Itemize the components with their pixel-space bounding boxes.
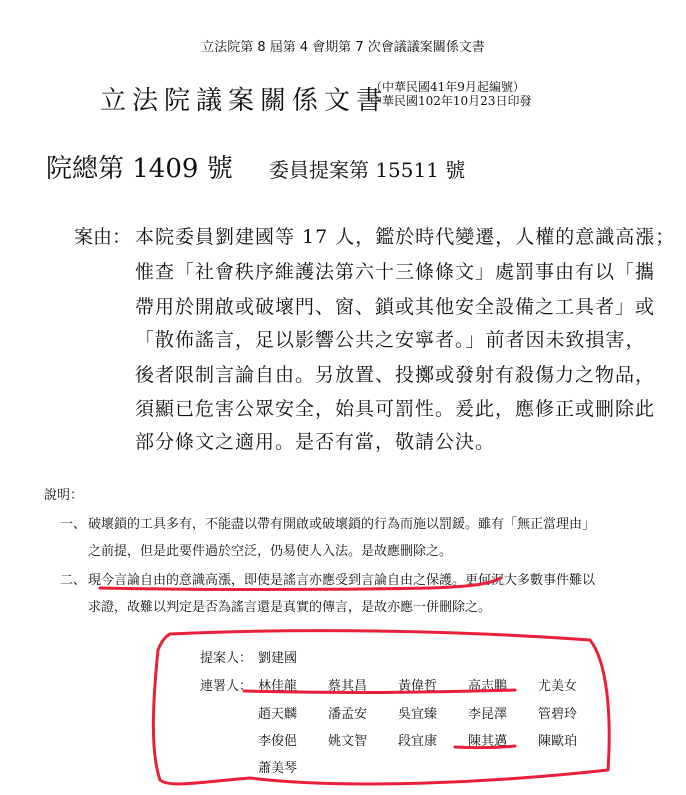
notes-heading: 說明： [44, 488, 84, 503]
cosigner-name: 李俊俋 [258, 734, 298, 749]
cosigner-name: 姚文智 [328, 734, 368, 749]
case-line: 部分條文之適用。是否有當，敬請公決。 [135, 431, 496, 453]
case-line: 本院委員劉建國等 17 人，鑑於時代變遷，人權的意識高漲； [135, 226, 676, 248]
proposer-label: 提案人： [200, 651, 253, 666]
note-1-text-cont: 之前提，但是此要件過於空泛，仍易使人入法。是故應刪除之。 [88, 544, 453, 559]
cosigner-name: 陳歐珀 [538, 734, 578, 749]
document-title: 立法院議案關係文書 [100, 86, 389, 116]
cosigner-name: 蔡其昌 [328, 679, 368, 694]
cosigner-name: 蕭美琴 [258, 761, 298, 776]
note-1-marker: 一、 [60, 517, 87, 532]
cosigner-name: 趙天麟 [258, 707, 298, 722]
session-header: 立法院第 8 屆第 4 會期第 7 次會議議案關係文書 [201, 40, 485, 55]
note-1-text: 破壞鎖的工具多有，不能盡以帶有開啟或破壞鎖的行為而施以罰鍰。雖有「無正當理由」 [88, 517, 596, 532]
cosigner-name: 管碧玲 [538, 707, 578, 722]
edition-note: （中華民國41年9月起編號） [370, 80, 525, 94]
case-line: 帶用於開啟或破壞門、窗、鎖或其他安全設備之工具者」或 [135, 296, 656, 318]
cosigner-name: 尤美女 [538, 679, 578, 694]
cosigner-name: 高志鵬 [468, 679, 508, 694]
case-line: 「散佈謠言，足以影響公共之安寧者。」前者因未致損害， [135, 329, 646, 351]
cosigner-name: 段宜康 [398, 734, 438, 749]
case-line: 須顯已危害公眾安全，始具可罰性。爰此，應修正或刪除此 [135, 398, 656, 420]
note-2-marker: 二、 [60, 573, 87, 588]
note-2-text-cont: 求證，故難以判定是否為謠言還是真實的傳言，是故亦應一併刪除之。 [88, 600, 492, 615]
general-bill-number: 院總第 1409 號 [46, 154, 233, 184]
note-2-text: 現今言論自由的意識高漲，即使是謠言亦應受到言論自由之保護。更何況大多數事件難以 [88, 573, 596, 588]
cosigner-name: 黃偉哲 [398, 679, 438, 694]
proposer-name: 劉建國 [258, 651, 298, 666]
bill-number-line [46, 148, 465, 185]
committee-bill-number: 委員提案第 15511 號 [268, 158, 466, 182]
case-line: 惟查「社會秩序維護法第六十三條條文」處罰事由有以「攜 [135, 261, 656, 283]
cosigner-name: 潘孟安 [328, 707, 368, 722]
cosigner-name: 林佳龍 [258, 679, 298, 694]
cosigner-label: 連署人： [200, 679, 253, 694]
case-line: 後者限制言論自由。另放置、投擲或發射有殺傷力之物品， [135, 364, 656, 386]
print-date: 中華民國102年10月23日印發 [370, 94, 532, 108]
cosigner-name: 陳其邁 [468, 734, 508, 749]
cosigner-name: 吳宜臻 [398, 707, 438, 722]
cosigner-name: 李昆澤 [468, 707, 508, 722]
case-label: 案由： [74, 226, 132, 248]
